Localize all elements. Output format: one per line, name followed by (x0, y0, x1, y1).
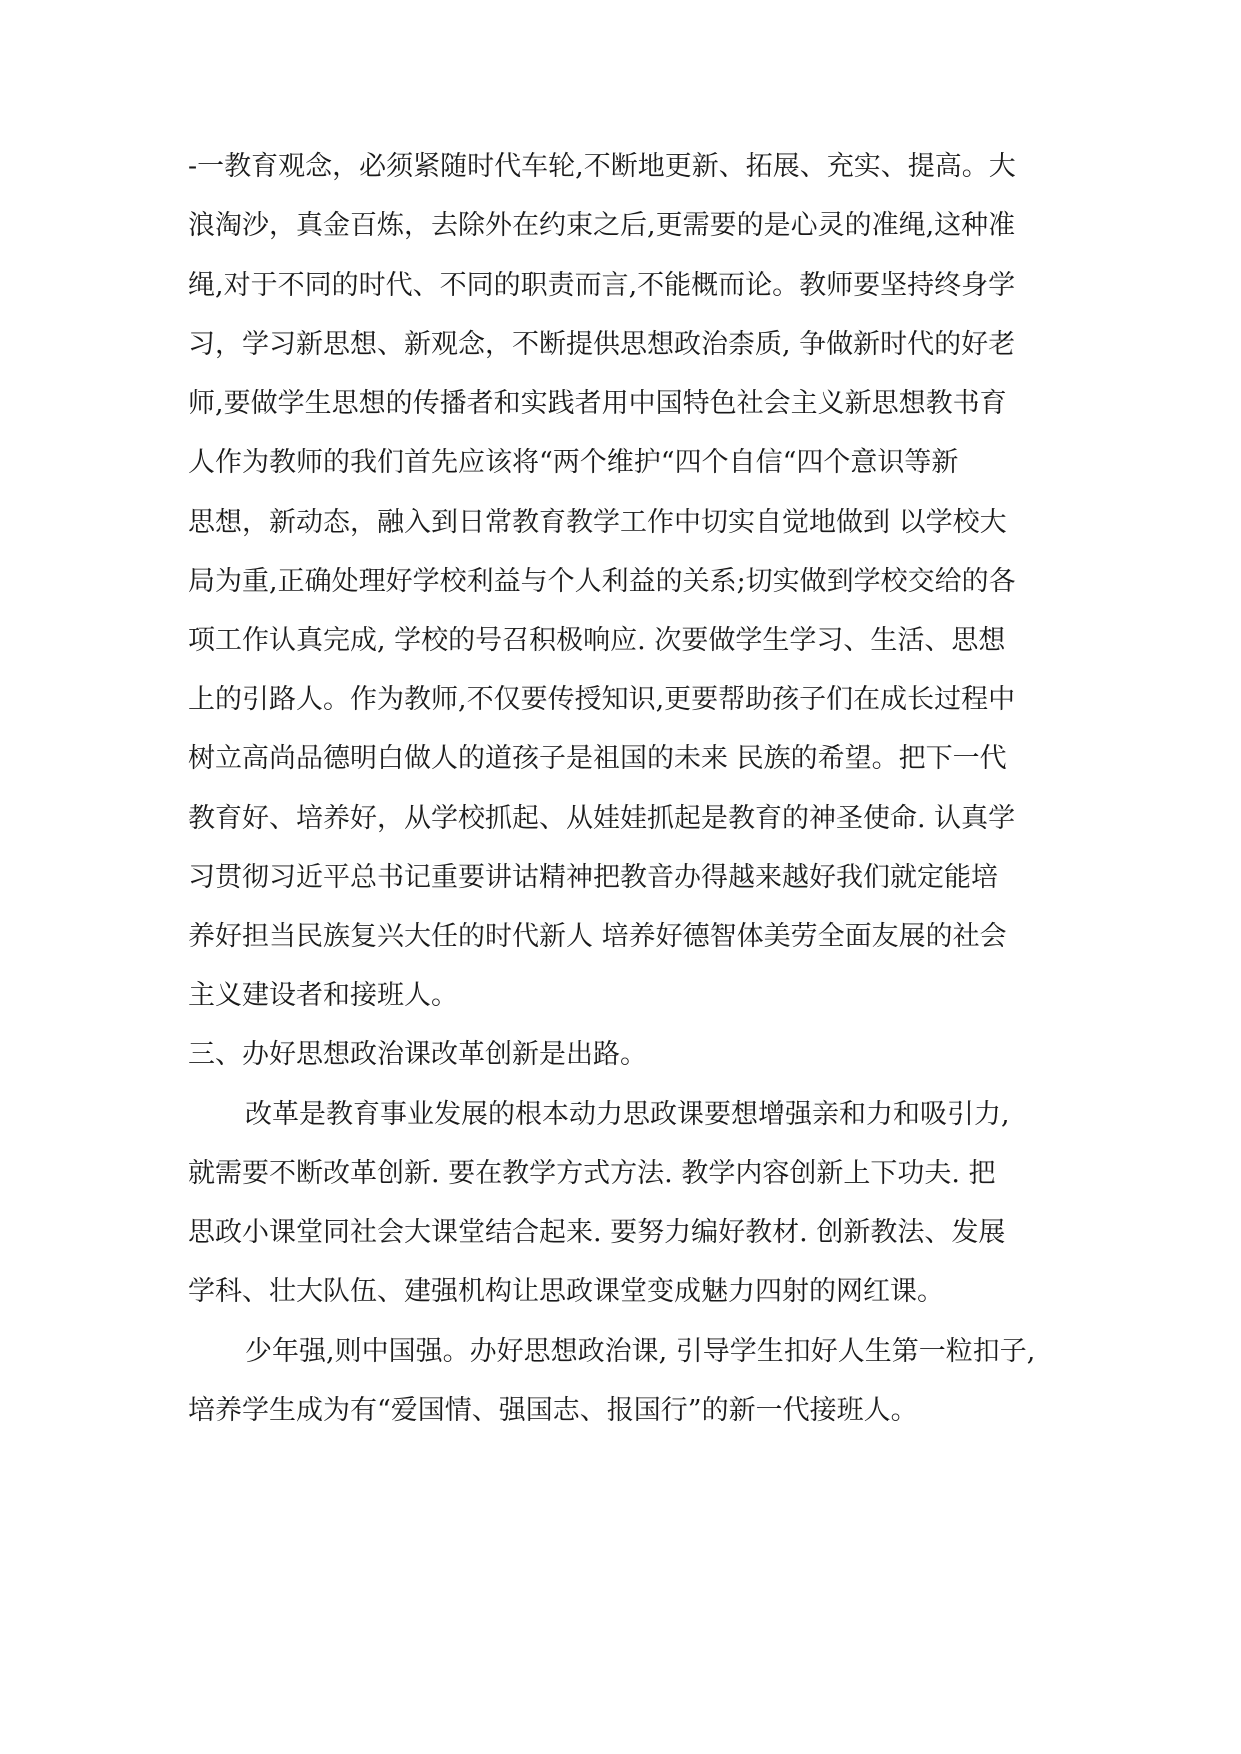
paragraph-line: 局为重,正确处理好学校利益与个人利益的关系;切实做到学校交给的各 (188, 566, 1016, 597)
paragraph-line: 培养学生成为有“爱国情、强国志、报国行”的新一代接班人。 (188, 1395, 918, 1426)
paragraph-line: 项工作认真完成, 学校的号召积极响应. 次要做学生学习、生活、思想 (188, 625, 1006, 656)
paragraph-line: 师,要做学生思想的传播者和实践者用中国特色社会主义新思想教书育 (188, 388, 1007, 419)
section-heading: 三、办好思想政治课改革创新是出路。 (188, 1039, 647, 1070)
paragraph-line: 上的引路人。作为教师,不仅要传授知识,更要帮助孩子们在成长过程中 (188, 684, 1016, 715)
paragraph-line: 思政小课堂同社会大课堂结合起来. 要努力编好教材. 创新教法、发展 (188, 1217, 1006, 1248)
paragraph-line: 绳,对于不同的时代、不同的职责而言,不能概而论。教师要坚持终身学 (188, 270, 1016, 301)
paragraph-line: 树立高尚品德明白做人的道孩子是祖国的未来 民族的希望。把下一代 (188, 743, 1007, 774)
paragraph-line: 人作为教师的我们首先应该将“两个维护“四个自信“四个意识等新 (188, 447, 959, 478)
paragraph-line: 少年强,则中国强。办好思想政治课, 引导学生扣好人生第一粒扣子, (245, 1336, 1036, 1367)
paragraph-line: 习贯彻习近平总书记重要讲诂精神把教音办得越来越好我们就定能培 (188, 862, 998, 893)
paragraph-line: 浪淘沙，真金百炼，去除外在约束之后,更需要的是心灵的准绳,这种准 (188, 210, 1016, 241)
paragraph-line: 改革是教育事业发展的根本动力思政课要想增强亲和力和吸引力, (245, 1099, 1010, 1130)
paragraph-line: 养好担当民族复兴大任的时代新人 培养好德智体美劳全面友展的社会 (188, 921, 1007, 952)
paragraph-line: -一教育观念，必须紧随时代车轮,不断地更新、拓展、充实、提高。大 (188, 151, 1016, 182)
paragraph-line: 教育好、培养好，从学校抓起、从娃娃抓起是教育的神圣使命. 认真学 (188, 803, 1016, 834)
paragraph-line: 思想，新动态，融入到日常教育教学工作中切实自觉地做到 以学校大 (188, 507, 1007, 538)
paragraph-line: 主义建设者和接班人。 (188, 980, 458, 1011)
paragraph-line: 学科、壮大队伍、建强机构让思政课堂变成魅力四射的网红课。 (188, 1276, 944, 1307)
paragraph-line: 就需要不断改革创新. 要在教学方式方法. 教学内容创新上下功夫. 把 (188, 1158, 996, 1189)
paragraph-line: 习，学习新思想、新观念，不断提供思想政治柰质, 争做新时代的好老 (188, 329, 1016, 360)
